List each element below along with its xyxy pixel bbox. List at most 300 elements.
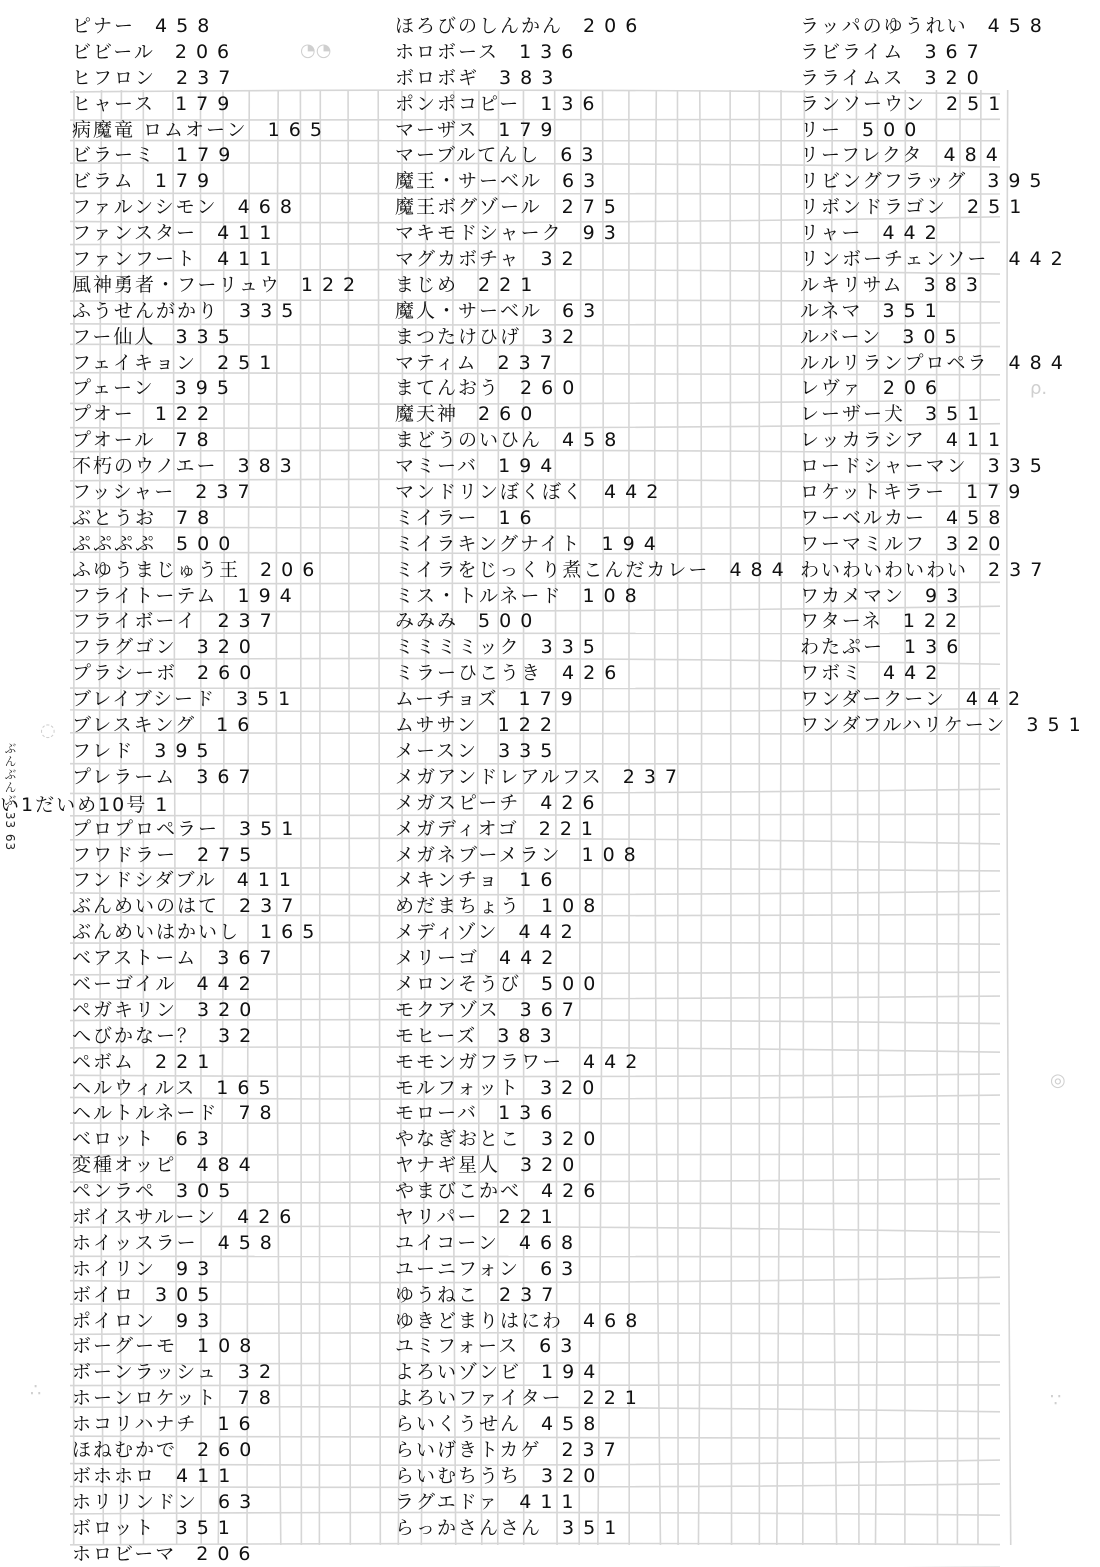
entry-name: ペガキリン xyxy=(72,998,178,1021)
list-item xyxy=(72,661,364,687)
entry-number: 78 xyxy=(175,429,218,452)
entry-number: 484 xyxy=(1008,351,1072,374)
entry-number: 179 xyxy=(498,118,562,141)
list-item xyxy=(72,920,364,946)
entry-name: メディゾン xyxy=(395,921,499,944)
list-item xyxy=(72,1257,364,1283)
entry-name: フワドラー xyxy=(72,843,178,866)
entry-number: 351 xyxy=(562,1516,626,1539)
entry-number: 194 xyxy=(601,532,665,555)
list-item xyxy=(395,1205,793,1231)
list-item xyxy=(72,584,364,610)
list-item xyxy=(72,1438,364,1464)
entry-name: メロンそうび xyxy=(395,972,522,995)
list-item xyxy=(395,868,793,894)
list-item xyxy=(395,1179,793,1205)
entry-name: ぷぷぷぷ xyxy=(72,532,157,555)
list-item xyxy=(72,1334,364,1360)
list-item xyxy=(395,195,793,221)
list-item xyxy=(72,1050,364,1076)
list-item xyxy=(395,609,793,635)
list-item xyxy=(72,376,364,402)
entry-number: 136 xyxy=(519,40,583,63)
entry-name: らっかさんさん xyxy=(395,1516,543,1539)
entry-number: 63 xyxy=(560,144,603,167)
list-item xyxy=(800,14,1090,40)
list-item xyxy=(395,1464,793,1490)
doodle-mark: ∵ xyxy=(1050,1390,1062,1411)
entry-number: 320 xyxy=(520,1154,584,1177)
list-item xyxy=(395,273,793,299)
entry-number: 237 xyxy=(195,481,259,504)
entry-number: 136 xyxy=(498,1102,562,1125)
entry-name: ブレスキング xyxy=(72,714,197,737)
list-item xyxy=(72,1205,364,1231)
list-item xyxy=(72,1179,364,1205)
list-item xyxy=(800,635,1090,661)
entry-number: 458 xyxy=(217,1231,281,1254)
entry-name: ブレイブシード xyxy=(72,688,216,711)
entry-number: 411 xyxy=(217,248,281,271)
entry-number: 63 xyxy=(562,299,605,322)
entry-number: 16 xyxy=(216,714,259,737)
entry-name: 不朽のウノエー xyxy=(72,455,218,478)
list-item xyxy=(72,1464,364,1490)
entry-number: 320 xyxy=(924,66,988,89)
list-item xyxy=(72,299,364,325)
entry-number: 93 xyxy=(925,584,968,607)
entry-number: 335 xyxy=(175,325,239,348)
list-item xyxy=(395,713,793,739)
list-item xyxy=(395,1386,793,1412)
list-item xyxy=(395,1334,793,1360)
list-item xyxy=(72,1076,364,1102)
entry-number: 500 xyxy=(541,972,605,995)
list-item xyxy=(395,40,793,66)
entry-number: 442 xyxy=(883,662,947,685)
entry-number: 351 xyxy=(175,1516,239,1539)
entry-name: みみみ xyxy=(395,610,459,633)
entry-number: 260 xyxy=(478,403,542,426)
entry-name: マキモドシャーク xyxy=(395,222,563,245)
entry-name: フレド xyxy=(72,739,135,762)
entry-number: 442 xyxy=(1008,248,1072,271)
entry-number: 206 xyxy=(583,15,647,37)
list-item xyxy=(72,118,364,144)
entry-name: マミーバ xyxy=(395,455,479,478)
entry-name: リンボーチェンソー xyxy=(800,248,989,271)
doodle-mark: ∴ xyxy=(30,1380,42,1401)
entry-number: 411 xyxy=(236,869,300,892)
list-item xyxy=(395,1412,793,1438)
list-item xyxy=(800,66,1090,92)
entry-number: 458 xyxy=(541,1413,605,1436)
entry-number: 351 xyxy=(882,299,946,322)
list-item xyxy=(395,791,793,817)
entry-number: 194 xyxy=(541,1361,605,1384)
entry-number: 320 xyxy=(196,636,260,659)
list-item xyxy=(800,376,1090,402)
entry-number: 320 xyxy=(541,1464,605,1487)
entry-name: ゆきどまりはにわ xyxy=(395,1309,564,1332)
margin-note: ぶんぶんぶ 33 63 xyxy=(3,742,17,852)
list-item xyxy=(800,195,1090,221)
entry-name: 魔王・サーベル xyxy=(395,170,543,193)
entry-name: モルフォット xyxy=(395,1076,521,1099)
entry-number: 237 xyxy=(988,558,1052,581)
entry-number: 275 xyxy=(561,196,625,219)
entry-number: 484 xyxy=(729,558,793,581)
entry-number: 179 xyxy=(518,688,582,711)
entry-name: モクアゾス xyxy=(395,998,500,1021)
entry-number: 395 xyxy=(987,170,1051,193)
entry-number: 426 xyxy=(237,1205,301,1228)
list-item xyxy=(800,169,1090,195)
entry-number: 335 xyxy=(987,455,1051,478)
list-item xyxy=(395,92,793,118)
list-item xyxy=(72,1283,364,1309)
entry-number: 165 xyxy=(216,1076,280,1099)
list-item xyxy=(72,765,364,791)
list-item xyxy=(800,325,1090,351)
entry-name: よろいファイター xyxy=(395,1387,563,1410)
list-item xyxy=(395,972,793,998)
entry-number: 395 xyxy=(154,739,218,762)
entry-name: レッカラシア xyxy=(800,429,926,452)
entry-name: ボーンラッシュ xyxy=(72,1361,218,1384)
list-item xyxy=(395,1076,793,1102)
entry-name: モローバ xyxy=(395,1102,479,1125)
list-item xyxy=(72,1490,364,1516)
entry-name: やまびこかべ xyxy=(395,1180,522,1203)
entry-name: メガネブーメラン xyxy=(395,843,562,866)
list-item xyxy=(800,299,1090,325)
list-item xyxy=(395,532,793,558)
list-item xyxy=(800,143,1090,169)
entry-number: 78 xyxy=(237,1387,280,1410)
entry-name: ラライムス xyxy=(800,66,905,89)
entry-number: 320 xyxy=(541,1128,605,1151)
entry-number: 351 xyxy=(1026,714,1090,737)
entry-name: ボイスサルーン xyxy=(72,1205,218,1228)
entry-name: マーザス xyxy=(395,118,479,141)
entry-name: ミイラをじっくり煮こんだカレー xyxy=(395,558,710,581)
list-item xyxy=(72,739,364,765)
entry-name: 魔人・サーベル xyxy=(395,299,543,322)
entry-name: まじめ xyxy=(395,273,459,296)
list-item xyxy=(395,635,793,661)
entry-number: 206 xyxy=(882,377,947,400)
entry-number: 367 xyxy=(519,998,583,1021)
entry-number: 335 xyxy=(498,739,562,762)
entry-name: メガスピーチ xyxy=(395,791,521,814)
list-item xyxy=(72,1024,364,1050)
entry-name: リャー xyxy=(800,222,863,245)
entry-name: ヒフロン xyxy=(72,66,157,89)
list-item xyxy=(72,1412,364,1438)
entry-number: 63 xyxy=(540,1257,583,1280)
entry-name: ワターネ xyxy=(800,610,883,633)
list-item xyxy=(72,1101,364,1127)
entry-number: 351 xyxy=(235,688,300,711)
list-item xyxy=(72,1127,364,1153)
entry-number: 458 xyxy=(562,429,626,452)
list-item xyxy=(800,428,1090,454)
list-item xyxy=(395,1490,793,1516)
stray-handwritten-line: い1だいめ10号 1 xyxy=(0,794,170,816)
entry-number: 305 xyxy=(155,1283,219,1306)
list-item xyxy=(800,454,1090,480)
list-item xyxy=(395,143,793,169)
list-item xyxy=(72,195,364,221)
entry-number: 260 xyxy=(520,377,584,400)
entry-number: 32 xyxy=(541,325,584,348)
entry-name: ヘルトルネード xyxy=(72,1102,219,1125)
entry-number: 383 xyxy=(499,66,563,89)
entry-name: ヒャース xyxy=(72,92,156,115)
entry-number: 484 xyxy=(943,144,1007,167)
entry-name: ユミフォース xyxy=(395,1335,520,1358)
entry-number: 442 xyxy=(882,222,946,245)
entry-number: 442 xyxy=(604,481,668,504)
entry-number: 108 xyxy=(582,584,646,607)
list-item xyxy=(395,428,793,454)
entry-name: モモンガフラワー xyxy=(395,1050,564,1073)
list-item xyxy=(395,687,793,713)
list-item xyxy=(395,376,793,402)
entry-number: 442 xyxy=(965,688,1030,711)
entry-number: 320 xyxy=(946,532,1010,555)
list-item xyxy=(395,1360,793,1386)
list-item xyxy=(72,92,364,118)
entry-number: 305 xyxy=(902,325,966,348)
entry-name: ボロボギ xyxy=(395,66,480,89)
entry-number: 426 xyxy=(562,662,626,685)
list-item xyxy=(72,351,364,377)
entry-name: ミミミミック xyxy=(395,636,521,659)
entry-name: ムササン xyxy=(395,714,478,737)
list-item xyxy=(800,609,1090,635)
entry-name: ミス・トルネード xyxy=(395,584,563,607)
entry-number: 221 xyxy=(538,817,602,840)
list-item xyxy=(395,894,793,920)
entry-number: 165 xyxy=(260,921,324,944)
list-item xyxy=(72,946,364,972)
entry-name: マグカボチャ xyxy=(395,248,521,271)
entry-name: ポイロン xyxy=(72,1309,157,1332)
entry-number: 136 xyxy=(904,636,968,659)
entry-name: ビビール xyxy=(72,40,155,63)
entry-name: まてんおう xyxy=(395,377,501,400)
entry-name: 病魔竜 ロムオーン xyxy=(72,118,248,141)
entry-number: 179 xyxy=(175,92,239,115)
entry-name: リー xyxy=(800,118,843,141)
entry-number: 136 xyxy=(540,92,604,115)
entry-name: ムーチョズ xyxy=(395,688,499,711)
entry-name: メガアンドレアルフス xyxy=(395,765,603,788)
entry-name: ラグエドァ xyxy=(395,1490,500,1513)
list-item xyxy=(72,14,364,40)
list-item xyxy=(800,40,1090,66)
list-item xyxy=(72,868,364,894)
entry-number: 206 xyxy=(196,1542,260,1565)
list-item xyxy=(395,558,793,584)
entry-number: 122 xyxy=(300,273,365,296)
list-item xyxy=(72,1153,364,1179)
list-item xyxy=(72,1231,364,1257)
entry-number: 165 xyxy=(267,118,331,141)
list-item xyxy=(72,713,364,739)
entry-name: プラシーボ xyxy=(72,662,178,685)
entry-name: まどうのいひん xyxy=(395,429,543,452)
list-item xyxy=(72,273,364,299)
entry-name: ロードシャーマン xyxy=(800,455,968,478)
entry-name: ミラーひこうき xyxy=(395,662,543,685)
list-item xyxy=(800,247,1090,273)
entry-number: 411 xyxy=(176,1464,240,1487)
entry-name: ボロット xyxy=(72,1516,156,1539)
list-item xyxy=(72,843,364,869)
entry-number: 251 xyxy=(967,196,1031,219)
entry-name: ワーベルカー xyxy=(800,506,927,529)
list-item xyxy=(72,635,364,661)
list-item xyxy=(800,402,1090,428)
doodle-mark: ◔◔ xyxy=(300,40,332,61)
entry-name: レヴァ xyxy=(800,377,863,400)
entry-number: 383 xyxy=(497,1024,561,1047)
entry-number: 63 xyxy=(175,1128,218,1151)
entry-number: 108 xyxy=(541,895,605,918)
list-item xyxy=(800,118,1090,144)
entry-name: ホロビーマ xyxy=(72,1542,177,1565)
entry-name: ワーマミルフ xyxy=(800,532,927,555)
list-item xyxy=(72,1309,364,1335)
entry-name: ぶんめいはかいし xyxy=(72,921,241,944)
entry-name: ルルリランプロペラ xyxy=(800,351,989,374)
entry-name: らいげきトカゲ xyxy=(395,1438,542,1461)
list-item xyxy=(395,14,793,40)
list-item xyxy=(395,843,793,869)
entry-number: 108 xyxy=(197,1335,261,1358)
list-item xyxy=(395,946,793,972)
list-item xyxy=(395,1516,793,1542)
entry-name: ベロット xyxy=(72,1128,156,1151)
list-item xyxy=(800,92,1090,118)
list-item xyxy=(72,221,364,247)
list-item xyxy=(395,1283,793,1309)
entry-name: メリーゴ xyxy=(395,947,480,970)
list-item xyxy=(395,1127,793,1153)
list-item xyxy=(72,1542,364,1567)
list-item xyxy=(395,351,793,377)
entry-name: ほろびのしんかん xyxy=(395,15,564,37)
list-item xyxy=(395,1438,793,1464)
entry-number: 468 xyxy=(518,1231,583,1254)
entry-number: 442 xyxy=(518,921,582,944)
entry-name: プオール xyxy=(72,429,156,452)
list-item xyxy=(395,1309,793,1335)
entry-number: 122 xyxy=(154,403,219,426)
entry-number: 16 xyxy=(217,1413,260,1436)
list-item xyxy=(72,143,364,169)
entry-number: 458 xyxy=(987,15,1051,37)
entry-name: メガディオゴ xyxy=(395,817,519,840)
entry-number: 458 xyxy=(946,506,1010,529)
entry-name: フッシャー xyxy=(72,481,176,504)
entry-name: ほねむかで xyxy=(72,1438,178,1461)
entry-number: 237 xyxy=(217,610,281,633)
entry-number: 442 xyxy=(583,1050,647,1073)
entry-name: ペボム xyxy=(72,1050,136,1073)
list-item xyxy=(395,817,793,843)
entry-name: フー仙人 xyxy=(72,325,156,348)
list-item xyxy=(395,1153,793,1179)
list-item xyxy=(395,480,793,506)
entry-number: 351 xyxy=(239,817,303,840)
list-item xyxy=(72,532,364,558)
entry-number: 442 xyxy=(196,972,260,995)
list-item xyxy=(800,221,1090,247)
entry-name: モヒーズ xyxy=(395,1024,478,1047)
entry-number: 237 xyxy=(497,351,561,374)
entry-number: 383 xyxy=(237,455,301,478)
entry-number: 320 xyxy=(197,998,261,1021)
entry-name: リーフレクタ xyxy=(800,144,924,167)
entry-number: 194 xyxy=(237,584,301,607)
entry-name: ビラーミ xyxy=(72,144,157,167)
entry-name: フンドシダブル xyxy=(72,869,217,892)
entry-number: 93 xyxy=(176,1309,219,1332)
list-item xyxy=(395,221,793,247)
list-item xyxy=(800,687,1090,713)
entry-name: ルバーン xyxy=(800,325,883,348)
entry-name: フライトーテム xyxy=(72,584,218,607)
entry-name: ミイラー xyxy=(395,506,479,529)
list-item xyxy=(395,325,793,351)
list-item xyxy=(72,972,364,998)
entry-name: 魔天神 xyxy=(395,403,459,426)
entry-name: 魔王ボグゾール xyxy=(395,196,542,219)
entry-name: プロプロペラー xyxy=(72,817,220,840)
entry-number: 221 xyxy=(478,273,542,296)
entry-number: 237 xyxy=(622,765,686,788)
list-item xyxy=(72,325,364,351)
entry-name: フラグゴン xyxy=(72,636,177,659)
entry-name: ファンフート xyxy=(72,248,198,271)
entry-number: 426 xyxy=(540,791,604,814)
entry-name: ぶんめいのはて xyxy=(72,895,220,918)
list-item xyxy=(72,40,364,66)
list-item xyxy=(800,480,1090,506)
entry-number: 63 xyxy=(539,1335,582,1358)
entry-name: ミイラキングナイト xyxy=(395,532,582,555)
entry-number: 179 xyxy=(966,481,1030,504)
entry-name: マーブルてんし xyxy=(395,144,541,167)
entry-number: 411 xyxy=(945,429,1010,452)
entry-number: 395 xyxy=(174,377,238,400)
entry-number: 122 xyxy=(902,610,967,633)
entry-name: リボンドラゴン xyxy=(800,196,948,219)
entry-name: ホイッスラー xyxy=(72,1231,198,1254)
entry-number: 320 xyxy=(540,1076,604,1099)
list-item xyxy=(72,1386,364,1412)
entry-number: 351 xyxy=(925,403,989,426)
list-item xyxy=(395,299,793,325)
entry-number: 122 xyxy=(497,714,561,737)
list-item xyxy=(72,247,364,273)
list-item xyxy=(395,1231,793,1257)
entry-number: 108 xyxy=(581,843,645,866)
